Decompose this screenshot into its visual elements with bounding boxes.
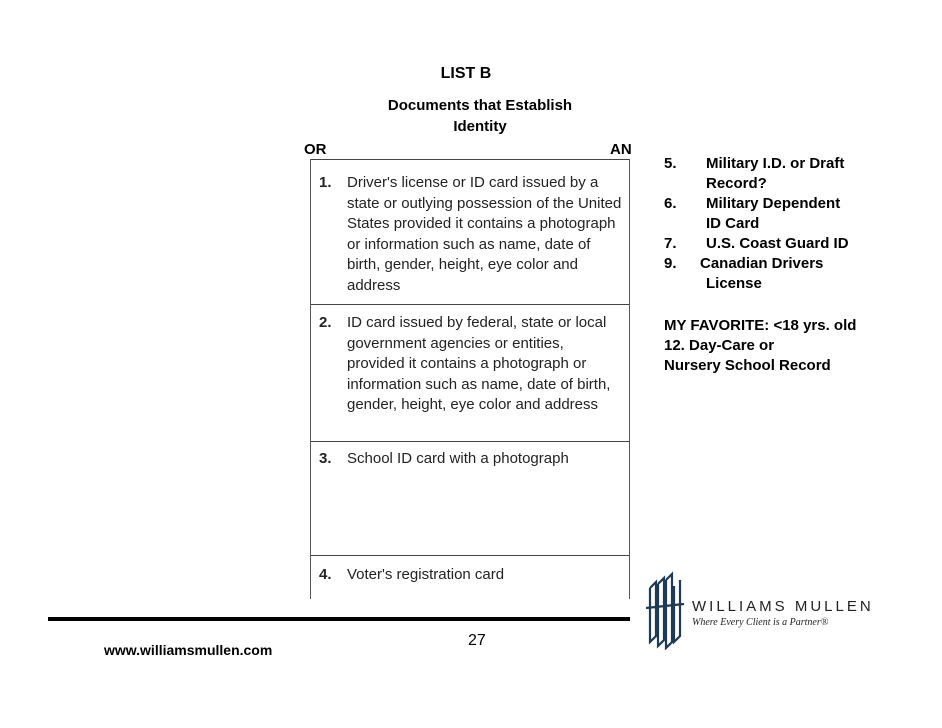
- table-divider: [311, 159, 629, 160]
- favorite-line3: Nursery School Record: [664, 357, 831, 374]
- table-divider: [311, 555, 629, 556]
- list-b-scan: [300, 55, 632, 603]
- item-text-continued: License: [706, 275, 762, 292]
- row-number: 3.: [319, 450, 332, 467]
- list-subtitle: [360, 95, 600, 137]
- item-text-continued: Record?: [706, 175, 767, 192]
- item-number: 7.: [664, 235, 677, 252]
- or-label: OR: [304, 141, 327, 158]
- item-text: Canadian Drivers: [700, 255, 824, 272]
- brand-tagline: Where Every Client is a Partner®: [692, 617, 829, 628]
- list-title: LIST B: [440, 65, 492, 82]
- table-divider: [311, 304, 629, 305]
- row-text: Voter's registration card: [347, 566, 505, 583]
- item-text-continued: ID Card: [706, 215, 760, 232]
- favorite-line1: MY FAVORITE: <18 yrs. old: [664, 317, 857, 334]
- item-number: 9.: [664, 255, 677, 272]
- brand-name: WILLIAMS MULLEN: [692, 598, 874, 615]
- item-text: U.S. Coast Guard ID: [706, 235, 849, 252]
- item-number: 6.: [664, 195, 677, 212]
- list-item: [664, 234, 934, 254]
- list-item: [664, 254, 934, 274]
- footer-divider: [48, 617, 630, 621]
- row-number: 1.: [319, 174, 332, 191]
- row-text: School ID card with a photograph: [347, 450, 569, 467]
- additional-documents-list: [664, 154, 934, 294]
- row-number: 2.: [319, 314, 332, 331]
- favorite-line2: 12. Day-Care or: [664, 337, 775, 354]
- item-text: Military Dependent: [706, 195, 841, 212]
- row-number: 4.: [319, 566, 332, 583]
- item-text: Military I.D. or Draft: [706, 155, 845, 172]
- and-label: AN: [610, 141, 632, 158]
- documents-table: [310, 159, 630, 599]
- list-subtitle-line1: Documents that Establish: [387, 97, 573, 114]
- website-url: www.williamsmullen.com: [104, 642, 273, 658]
- list-item: [664, 194, 934, 214]
- row-text: Driver's license or ID card issued by a state or outlying possession of the United States provided it contains a photograph or information such as name, date of birth, gender, height, eye color and address: [347, 174, 622, 294]
- list-item: [664, 154, 934, 174]
- favorite-note: [664, 316, 856, 376]
- row-text: ID card issued by federal, state or local government agencies or entities, provided it contains a photograph or information such as name, date of birth, gender, height, eye color and address: [347, 314, 611, 413]
- item-number: 5.: [664, 155, 677, 172]
- table-divider: [311, 441, 629, 442]
- page-number: 27: [468, 632, 486, 649]
- list-subtitle-line2: Identity: [453, 118, 507, 135]
